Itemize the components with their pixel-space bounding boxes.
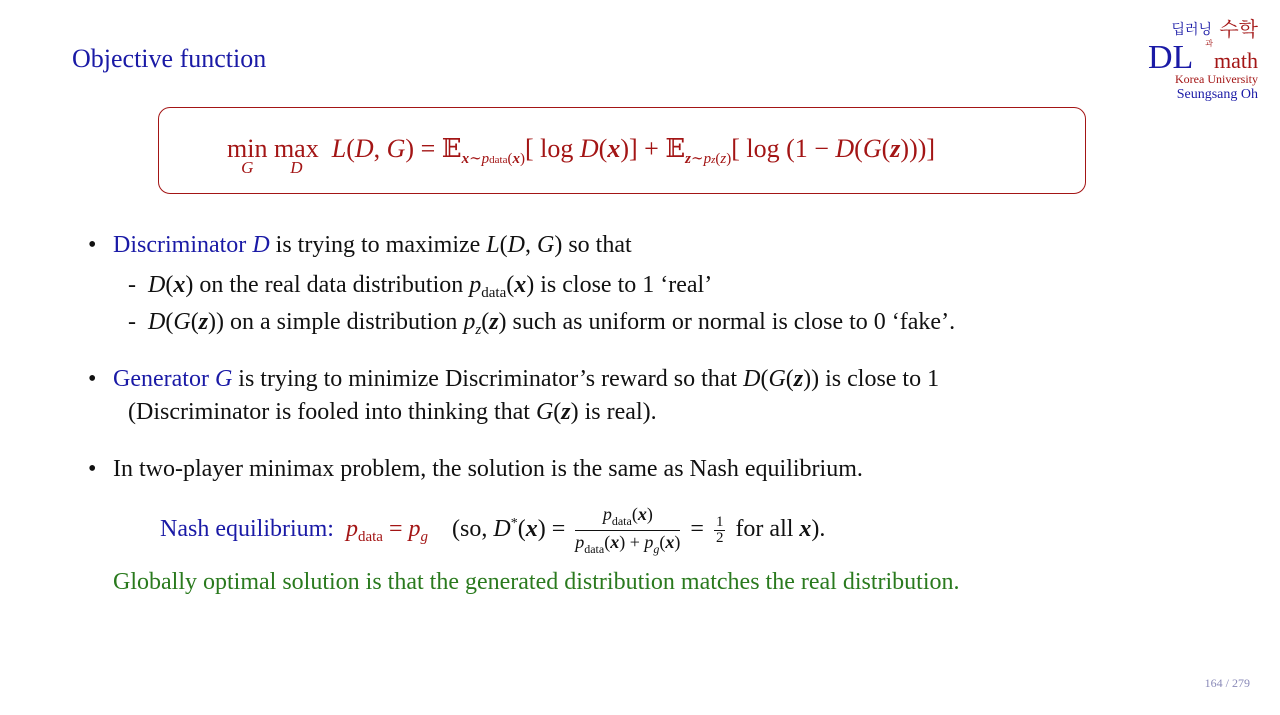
nash-optimal-discriminator: (so, D*(x) =: [452, 516, 566, 543]
bullet-generator: [113, 366, 939, 393]
conclusion-text: Globally optimal solution is that the generated distribution matches the real distribution.: [113, 569, 960, 595]
bullet-discriminator: [113, 232, 632, 259]
one-half-fraction: $\frac{1}{2}$: [715, 514, 724, 546]
nash-equation: $p_{data} = p_g$: [345, 516, 429, 546]
generator-continuation: (Discriminator is fooled into thinking that G(z) is real).: [128, 399, 657, 425]
min-operator: min G: [227, 134, 268, 177]
dlmath-logo: [1148, 20, 1258, 110]
equals-sign: =: [690, 516, 704, 543]
logo-author: Seungsang Oh: [1176, 87, 1258, 102]
logo-korean-and: 과: [1205, 39, 1213, 48]
logo-korean-math: 수학: [1219, 19, 1258, 41]
logo-korean-deep-learning: 딥러닝: [1171, 23, 1212, 38]
bullet-text: is trying to maximize L(D, G) so that: [275, 232, 632, 258]
formula-body: L(D, G) = 𝔼$_{x\sim pdata(x)}$[ log D(x)] + 𝔼$_{z\sim pz(z)}$[ log (1 − D(G(z)))]: [331, 134, 936, 167]
nash-equilibrium-line: [160, 504, 825, 557]
generator-term: Generator G: [113, 366, 233, 392]
subitem-real: - D(x) on the real data distribution $p_{data}(x)$ is close to 1 ‘real’: [128, 272, 713, 301]
optimal-d-fraction: $\frac{p_{data}(x)}{p_{data}(x) + p_g(x)}$: [575, 504, 681, 556]
bullet-text: is trying to minimize Discriminator’s reward so that D(G(z)) is close to 1: [238, 366, 940, 392]
subitem-fake: - D(G(z)) on a simple distribution $p_z(z)$ such as uniform or normal is close to 0 ‘fake’.: [128, 309, 956, 338]
objective-formula-box: [158, 107, 1086, 194]
page-number: 164 / 279: [1204, 676, 1250, 690]
max-operator: max D: [273, 134, 319, 177]
logo-university: Korea University: [1175, 72, 1258, 86]
slide-title: Objective function: [72, 44, 267, 73]
logo-math: math: [1214, 48, 1258, 73]
logo-dl: DL: [1148, 39, 1194, 76]
nash-label: Nash equilibrium:: [160, 516, 334, 543]
discriminator-term: Discriminator D: [113, 232, 270, 258]
bullet-minimax: • In two-player minimax problem, the solution is the same as Nash equilibrium.: [113, 456, 863, 483]
objective-formula: [227, 134, 936, 177]
nash-suffix: for all x).: [735, 516, 826, 543]
